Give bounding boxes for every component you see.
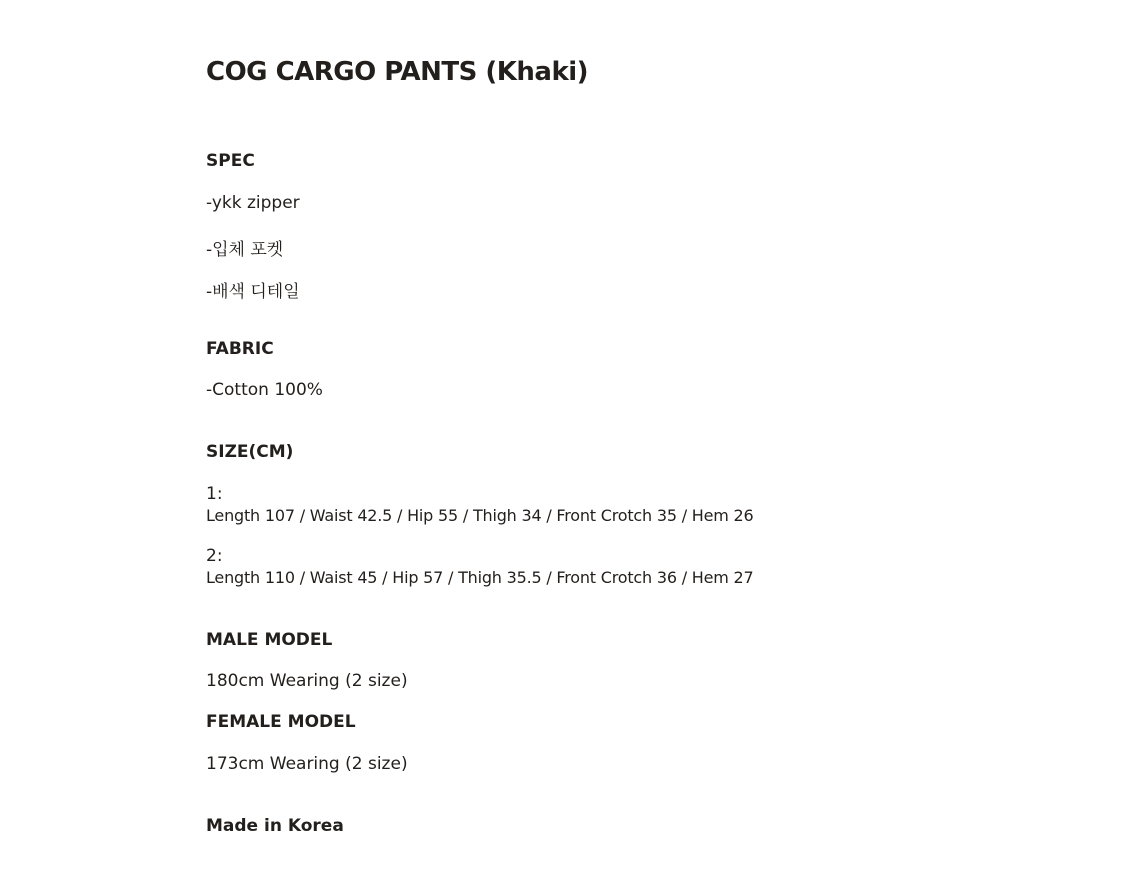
origin-text: Made in Korea: [206, 816, 344, 836]
size-heading: SIZE(CM): [206, 442, 294, 462]
size-label: 2:: [206, 546, 223, 566]
spec-item: -ykk zipper: [206, 193, 300, 213]
spec-item: -입체 포켓: [206, 240, 284, 260]
spec-item: -배색 디테일: [206, 282, 300, 302]
female-model-heading: FEMALE MODEL: [206, 712, 356, 732]
female-model-value: 173cm Wearing (2 size): [206, 754, 408, 774]
size-value: Length 107 / Waist 42.5 / Hip 55 / Thigh 34 / Front Crotch 35 / Hem 26: [206, 506, 754, 525]
size-value: Length 110 / Waist 45 / Hip 57 / Thigh 35.5 / Front Crotch 36 / Hem 27: [206, 568, 754, 587]
product-title: COG CARGO PANTS (Khaki): [206, 57, 589, 87]
fabric-item: -Cotton 100%: [206, 380, 323, 400]
male-model-value: 180cm Wearing (2 size): [206, 671, 408, 691]
spec-heading: SPEC: [206, 151, 255, 171]
fabric-heading: FABRIC: [206, 339, 274, 359]
male-model-heading: MALE MODEL: [206, 630, 333, 650]
size-label: 1:: [206, 484, 223, 504]
